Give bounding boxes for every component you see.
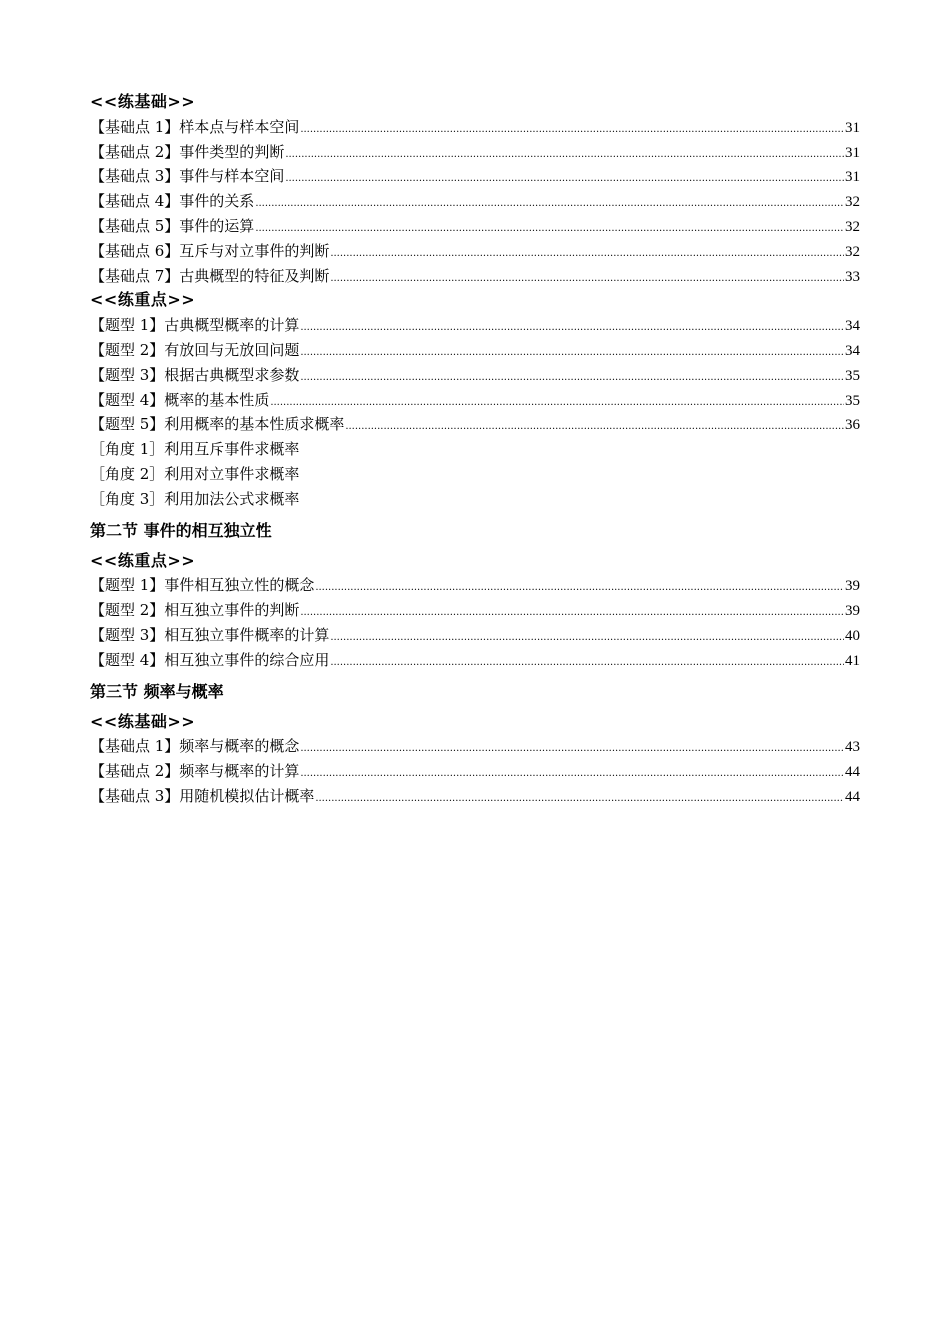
toc-entry-label: 【基础点 3】用随机模拟估计概率 <box>90 786 315 805</box>
toc-angle-entry[interactable] <box>90 487 860 512</box>
leader-dots <box>330 242 844 267</box>
toc-block-continuation <box>90 90 860 809</box>
toc-entry[interactable] <box>90 338 860 363</box>
toc-entry-label: 【题型 3】根据古典概型求参数 <box>90 365 300 384</box>
toc-entry-label: 【基础点 3】事件与样本空间 <box>90 167 285 186</box>
leader-dots <box>285 167 844 192</box>
toc-entry[interactable] <box>90 623 860 648</box>
leader-dots <box>255 217 844 242</box>
toc-entry-page: 34 <box>845 342 860 359</box>
leader-dots <box>300 118 844 143</box>
toc-entry[interactable] <box>90 140 860 165</box>
toc-entry-page: 32 <box>845 194 860 211</box>
toc-entry-label: 【题型 3】相互独立事件概率的计算 <box>90 625 330 644</box>
toc-entry-page: 31 <box>845 169 860 186</box>
toc-entry-label: 【基础点 4】事件的关系 <box>90 192 255 211</box>
toc-entry[interactable] <box>90 388 860 413</box>
toc-entry-page: 44 <box>845 788 860 805</box>
subheading-practice-key-points: <<练重点>> <box>90 550 196 570</box>
leader-dots <box>255 192 844 217</box>
toc-angle-label: ［角度 2］利用对立事件求概率 <box>90 464 300 483</box>
toc-entry-page: 31 <box>845 119 860 136</box>
toc-entry-label: 【基础点 6】互斥与对立事件的判断 <box>90 241 330 260</box>
toc-entry-label: 【题型 4】相互独立事件的综合应用 <box>90 650 330 669</box>
toc-angle-label: ［角度 3］利用加法公式求概率 <box>90 489 300 508</box>
leader-dots <box>300 341 844 366</box>
toc-entry-page: 41 <box>845 652 860 669</box>
toc-entry-page: 32 <box>845 218 860 235</box>
toc-entry[interactable] <box>90 115 860 140</box>
toc-entry-label: 【基础点 2】频率与概率的计算 <box>90 762 300 781</box>
toc-entry-label: 【题型 5】利用概率的基本性质求概率 <box>90 415 345 434</box>
toc-entry-page: 44 <box>845 764 860 781</box>
leader-dots <box>330 626 844 651</box>
leader-dots <box>330 651 844 676</box>
toc-entry-page: 34 <box>845 318 860 335</box>
leader-dots <box>270 391 844 416</box>
toc-entry[interactable] <box>90 239 860 264</box>
toc-entry[interactable] <box>90 363 860 388</box>
leader-dots <box>345 415 844 440</box>
toc-entry-page: 32 <box>845 243 860 260</box>
toc-entry-page: 43 <box>845 739 860 756</box>
toc-entry[interactable] <box>90 734 860 759</box>
toc-entry-page: 39 <box>845 578 860 595</box>
toc-entry-label: 【基础点 1】频率与概率的概念 <box>90 737 300 756</box>
toc-entry-label: 【题型 2】有放回与无放回问题 <box>90 340 300 359</box>
leader-dots <box>300 601 844 626</box>
toc-entry[interactable] <box>90 264 860 289</box>
toc-entry-label: 【基础点 5】事件的运算 <box>90 216 255 235</box>
toc-entry[interactable] <box>90 573 860 598</box>
leader-dots <box>300 316 844 341</box>
subheading-practice-key-points: <<练重点>> <box>90 290 196 310</box>
toc-entry[interactable] <box>90 313 860 338</box>
toc-entry-label: 【题型 4】概率的基本性质 <box>90 390 270 409</box>
leader-dots <box>330 267 844 292</box>
leader-dots <box>300 762 844 787</box>
toc-entry[interactable] <box>90 598 860 623</box>
toc-entry[interactable] <box>90 189 860 214</box>
leader-dots <box>300 737 844 762</box>
toc-entry-page: 33 <box>845 268 860 285</box>
toc-entry-page: 35 <box>845 367 860 384</box>
section-title-frequency-probability[interactable]: 第三节 频率与概率 <box>90 681 224 701</box>
toc-entry[interactable] <box>90 164 860 189</box>
toc-entry-label: 【题型 1】事件相互独立性的概念 <box>90 576 315 595</box>
toc-entry[interactable] <box>90 648 860 673</box>
toc-entry-label: 【题型 1】古典概型概率的计算 <box>90 316 300 335</box>
toc-entry-label: 【基础点 1】样本点与样本空间 <box>90 117 300 136</box>
toc-entry-page: 36 <box>845 417 860 434</box>
toc-entry[interactable] <box>90 412 860 437</box>
toc-entry-page: 31 <box>845 144 860 161</box>
toc-entry-page: 39 <box>845 603 860 620</box>
leader-dots <box>300 366 844 391</box>
toc-entry[interactable] <box>90 214 860 239</box>
subheading-practice-basics: <<练基础>> <box>90 711 196 731</box>
toc-entry-page: 40 <box>845 627 860 644</box>
toc-entry-label: 【题型 2】相互独立事件的判断 <box>90 601 300 620</box>
toc-entry-label: 【基础点 7】古典概型的特征及判断 <box>90 266 330 285</box>
leader-dots <box>315 576 844 601</box>
toc-entry[interactable] <box>90 784 860 809</box>
toc-angle-label: ［角度 1］利用互斥事件求概率 <box>90 440 300 459</box>
leader-dots <box>315 787 844 812</box>
toc-angle-entry[interactable] <box>90 462 860 487</box>
subheading-practice-basics: <<练基础>> <box>90 92 196 111</box>
section-title-independence[interactable]: 第二节 事件的相互独立性 <box>90 520 272 540</box>
leader-dots <box>285 143 844 168</box>
toc-entry-page: 35 <box>845 392 860 409</box>
toc-angle-entry[interactable] <box>90 437 860 462</box>
toc-entry[interactable] <box>90 759 860 784</box>
toc-entry-label: 【基础点 2】事件类型的判断 <box>90 142 285 161</box>
